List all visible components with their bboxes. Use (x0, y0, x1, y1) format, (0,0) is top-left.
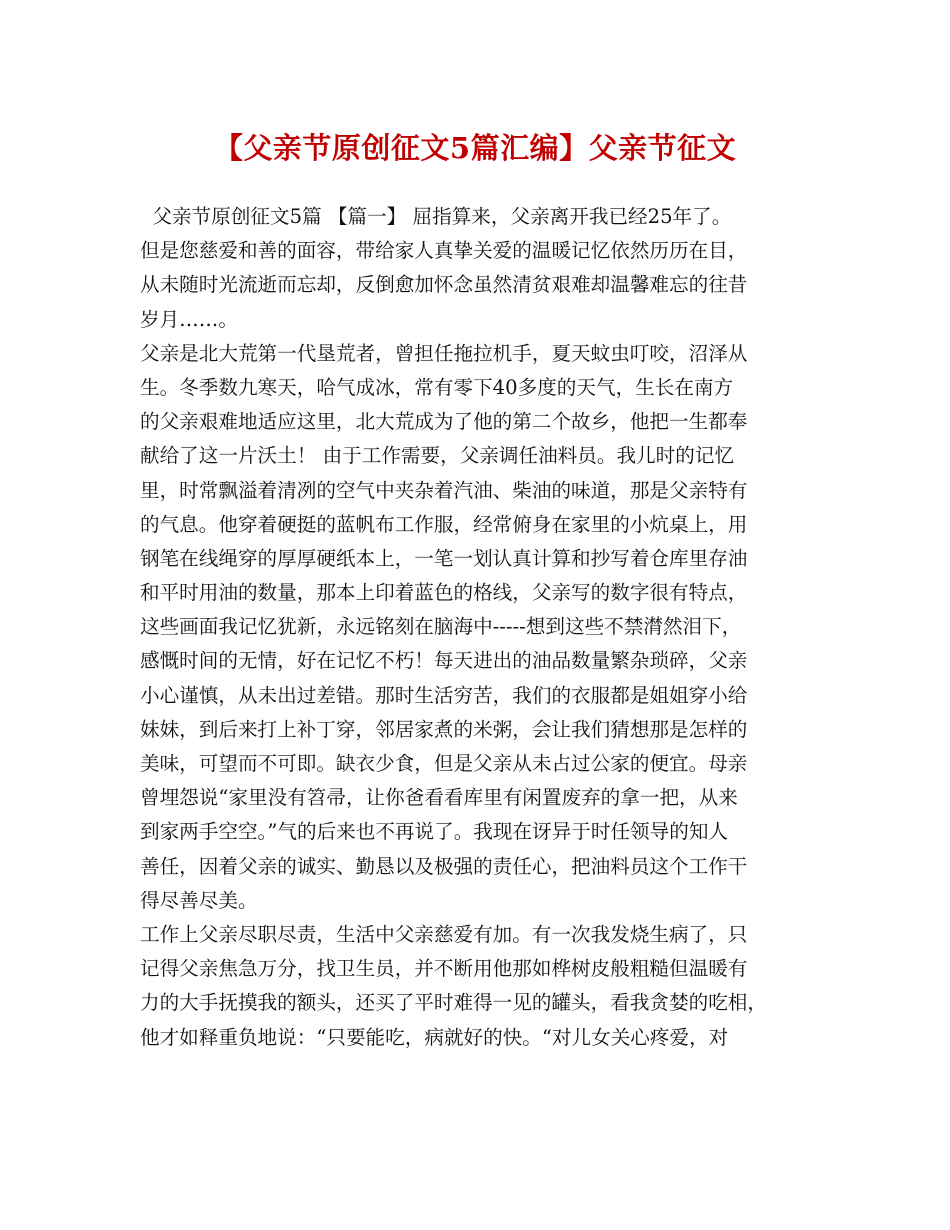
text-line: 里，时常飘溢着清冽的空气中夹杂着汽油、柴油的味道，那是父亲特有 (140, 478, 748, 502)
text-line: 钢笔在线绳穿的厚厚硬纸本上，一笔一划认真计算和抄写着仓库里存油 (140, 546, 748, 570)
text-line: 的气息。他穿着硬挺的蓝帆布工作服，经常俯身在家里的小炕桌上，用 (140, 512, 748, 536)
text-line: 献给了这一片沃土！ 由于工作需要，父亲调任油料员。我儿时的记忆 (140, 444, 735, 468)
text-line: 力的大手抚摸我的额头，还买了平时难得一见的罐头，看我贪婪的吃相， (140, 991, 767, 1015)
text-line: 善任，因着父亲的诚实、勤恳以及极强的责任心，把油料员这个工作干 (140, 854, 748, 878)
text-line: 从未随时光流逝而忘却，反倒愈加怀念虽然清贫艰难却温馨难忘的往昔 (140, 273, 748, 297)
text-line: 生。冬季数九寒天，哈气成冰，常有零下40多度的天气，生长在南方 (140, 375, 734, 399)
text-line: 工作上父亲尽职尽责，生活中父亲慈爱有加。有一次我发烧生病了，只 (140, 922, 748, 946)
text-line: 妹妹，到后来打上补丁穿，邻居家煮的米粥，会让我们猜想那是怎样的 (140, 717, 748, 741)
document-body (140, 200, 830, 1055)
text-line: 到家两手空空。”气的后来也不再说了。我现在讶异于时任领导的知人 (140, 820, 729, 844)
text-line: 岁月……。 (140, 307, 238, 331)
text-line: 的父亲艰难地适应这里，北大荒成为了他的第二个故乡，他把一生都奉 (140, 410, 748, 434)
text-line: 他才如释重负地说：“只要能吃，病就好的快。“对儿女关心疼爱，对 (140, 1025, 729, 1049)
text-line: 美味，可望而不可即。缺衣少食，但是父亲从未占过公家的便宜。母亲 (140, 752, 748, 775)
paragraph-3 (140, 918, 830, 1055)
paragraph-2 (140, 337, 830, 918)
text-line: 曾埋怨说“家里没有笤帚，让你爸看看库里有闲置废弃的拿一把，从来 (140, 786, 738, 810)
text-line: 这些画面我记忆犹新，永远铭刻在脑海中-----想到这些不禁潸然泪下， (140, 615, 742, 639)
text-line: 但是您慈爱和善的面容，带给家人真挚关爱的温暖记忆依然历历在目， (140, 239, 748, 263)
text-line: 和平时用油的数量，那本上印着蓝色的格线，父亲写的数字很有特点， (140, 581, 748, 605)
text-line: 记得父亲焦急万分，找卫生员，并不断用他那如桦树皮般粗糙但温暖有 (140, 957, 748, 981)
document-title: 【父亲节原创征文5篇汇编】父亲节征文 (213, 131, 737, 165)
text-line: 得尽善尽美。 (140, 888, 258, 912)
text-line: 父亲是北大荒第一代垦荒者，曾担任拖拉机手，夏天蚊虫叮咬，沼泽从 (140, 341, 748, 365)
paragraph-1 (140, 200, 830, 337)
text-line: 感慨时间的无情，好在记忆不朽！每天进出的油品数量繁杂琐碎，父亲 (140, 649, 748, 673)
text-line: 父亲节原创征文5篇 【篇一】 屈指算来，父亲离开我已经25年了。 (140, 205, 732, 228)
text-line: 小心谨慎，从未出过差错。那时生活穷苦，我们的衣服都是姐姐穿小给 (140, 683, 748, 707)
